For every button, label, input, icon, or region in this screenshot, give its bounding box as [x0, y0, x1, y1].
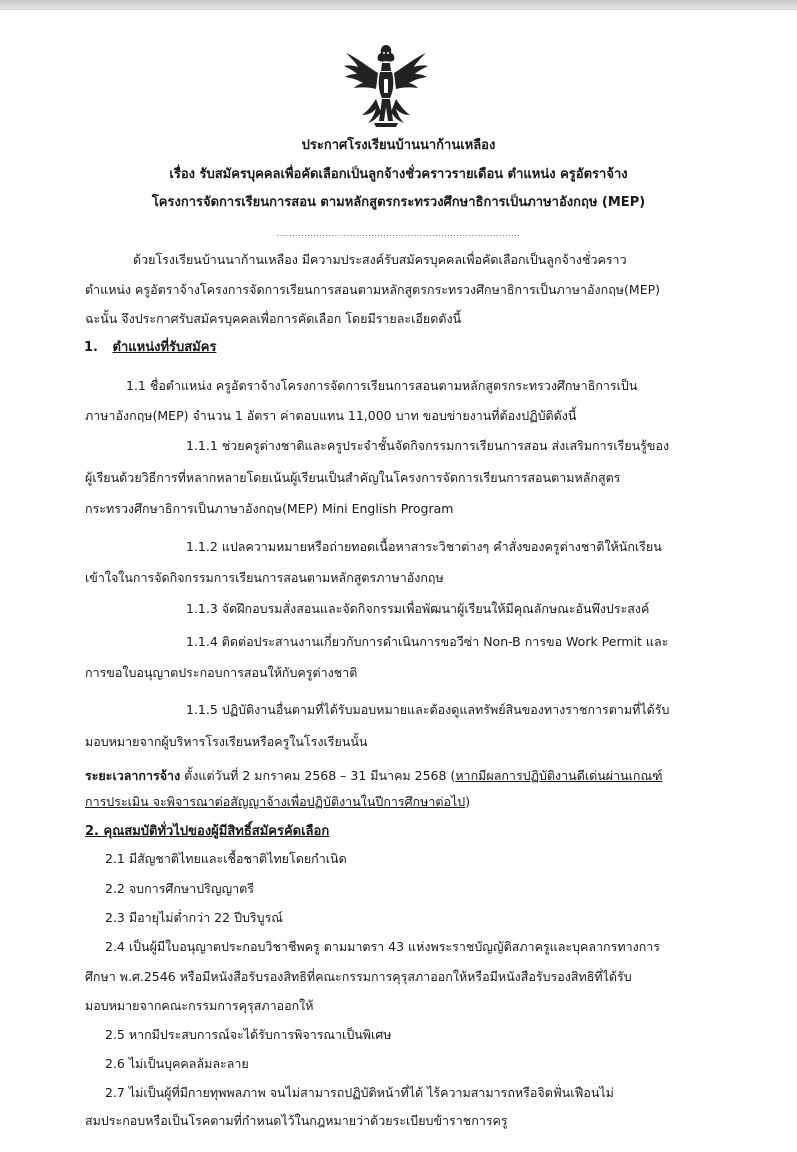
garuda-emblem-icon	[338, 39, 434, 135]
intro-line: ด้วยโรงเรียนบ้านนาก้านเหลือง มีความประสงค์รับสมัครบุคคลเพื่อคัดเลือกเป็นลูกจ้างชั่วคราว	[133, 252, 627, 267]
qualification-item: มอบหมายจากคณะกรรมการคุรุสภาออกให้	[85, 998, 314, 1013]
duty-item: 1.1.3 จัดฝึกอบรมสั่งสอนและจัดกิจกรรมเพื่อพัฒนาผู้เรียนให้มีคุณลักษณะอันพึงประสงค์	[186, 601, 650, 616]
employment-period-note-continued	[85, 794, 470, 810]
intro-line: ฉะนั้น จึงประกาศรับสมัครบุคคลเพื่อการคัดเลือก โดยมีรายละเอียดดังนี้	[85, 311, 462, 326]
qualification-item: สมประกอบหรือเป็นโรคตามที่กำหนดไว้ในกฎหมายว่าด้วยระเบียบข้าราชการครู	[85, 1113, 508, 1128]
duty-item: การขอใบอนุญาตประกอบการสอนให้กับครูต่างชาติ	[85, 665, 358, 680]
duty-item: 1.1.2 แปลความหมายหรือถ่ายทอดเนื้อหาสาระวิชาต่างๆ คำสั่งของครูต่างชาติให้นักเรียน	[186, 539, 662, 554]
employment-period-close: )	[465, 794, 471, 809]
qualification-item: 2.6 ไม่เป็นบุคคลล้มละลาย	[105, 1056, 249, 1071]
qualification-item: 2.5 หากมีประสบการณ์จะได้รับการพิจารณาเป็นพิเศษ	[105, 1027, 392, 1042]
section-1-number: 1.	[84, 340, 98, 355]
duty-item: 1.1.4 ติดต่อประสานงานเกี่ยวกับการดำเนินการขอวีซ่า Non-B การขอ Work Permit และ	[186, 634, 669, 649]
employment-period	[85, 768, 662, 784]
intro-line: ตำแหน่ง ครูอัตราจ้างโครงการจัดการเรียนการสอนตามหลักสูตรกระทรวงศึกษาธิการเป็นภาษาอังกฤษ(MEP)	[85, 282, 661, 297]
announcement-title: ประกาศโรงเรียนบ้านนาก้านเหลือง	[301, 138, 496, 153]
duty-item: ผู้เรียนด้วยวิธีการที่หลากหลายโดยเน้นผู้เรียนเป็นสำคัญในโครงการจัดการเรียนการสอนตามหลักสูตร	[85, 470, 621, 485]
qualification-item: ศึกษา พ.ศ.2546 หรือมีหนังสือรับรองสิทธิที่คณะกรรมการคุรุสภาออกให้หรือมีหนังสือรับรองสิทธิที่ได้รับ	[85, 969, 632, 984]
document-page	[0, 9, 797, 1152]
position-details-line: ภาษาอังกฤษ(MEP) จำนวน 1 อัตรา ค่าตอบแทน 11,000 บาท ขอบข่ายงานที่ต้องปฏิบัติดังนี้	[85, 408, 577, 423]
duty-item: 1.1.1 ช่วยครูต่างชาติและครูประจำชั้นจัดกิจกรรมการเรียนการสอน ส่งเสริมการเรียนรู้ของ	[186, 438, 670, 453]
employment-period-dates: ตั้งแต่วันที่ 2 มกราคม 2568 – 31 มีนาคม 2568 (	[180, 768, 456, 783]
employment-period-label: ระยะเวลาการจ้าง	[85, 768, 181, 783]
duty-item: กระทรวงศึกษาธิการเป็นภาษาอังกฤษ(MEP) Mini English Program	[85, 501, 454, 516]
qualification-item: 2.4 เป็นผู้มีใบอนุญาตประกอบวิชาชีพครู ตามมาตรา 43 แห่งพระราชบัญญัติสภาครูและบุคลากรทางการ	[105, 939, 661, 954]
qualification-item: 2.1 มีสัญชาติไทยและเชื้อชาติไทยโดยกำเนิด	[105, 851, 347, 866]
title-separator: ................................................................................	[276, 229, 521, 238]
duty-item: เข้าใจในการจัดกิจกรรมการเรียนการสอนตามหลักสูตรภาษาอังกฤษ	[85, 570, 444, 585]
section-1-title: ตำแหน่งที่รับสมัคร	[112, 340, 217, 355]
employment-period-note: การประเมิน จะพิจารณาต่อสัญญาจ้างเพื่อปฏิบัติงานในปีการศึกษาต่อไป	[85, 794, 466, 809]
section-1-heading	[84, 340, 216, 356]
employment-period-note: หากมีผลการปฏิบัติงานดีเด่นผ่านเกณฑ์	[455, 768, 663, 783]
position-name-line: 1.1 ชื่อตำแหน่ง ครูอัตราจ้างโครงการจัดการเรียนการสอนตามหลักสูตรกระทรวงศึกษาธิการเป็น	[126, 378, 638, 393]
qualification-item: 2.3 มีอายุไม่ต่ำกว่า 22 ปีบริบูรณ์	[105, 910, 283, 925]
announcement-subject: เรื่อง รับสมัครบุคคลเพื่อคัดเลือกเป็นลูกจ้างชั่วคราวรายเดือน ตำแหน่ง ครูอัตราจ้าง	[169, 167, 628, 182]
section-2-heading: 2. คุณสมบัติทั่วไปของผู้มีสิทธิ์สมัครคัดเลือก	[85, 824, 330, 839]
qualification-item: 2.2 จบการศึกษาปริญญาตรี	[105, 881, 254, 896]
qualification-item: 2.7 ไม่เป็นผู้ที่มีกายทุพพลภาพ จนไม่สามารถปฏิบัติหน้าที่ได้ ไร้ความสามารถหรือจิตฟั่นเฟือนไม่	[105, 1085, 614, 1100]
duty-item: 1.1.5 ปฏิบัติงานอื่นตามที่ได้รับมอบหมายและต้องดูแลทรัพย์สินของทางราชการตามที่ได้รับ	[186, 702, 670, 717]
duty-item: มอบหมายจากผู้บริหารโรงเรียนหรือครูในโรงเรียนนั้น	[85, 734, 368, 749]
announcement-project: โครงการจัดการเรียนการสอน ตามหลักสูตรกระทรวงศึกษาธิการเป็นภาษาอังกฤษ (MEP)	[151, 195, 646, 210]
